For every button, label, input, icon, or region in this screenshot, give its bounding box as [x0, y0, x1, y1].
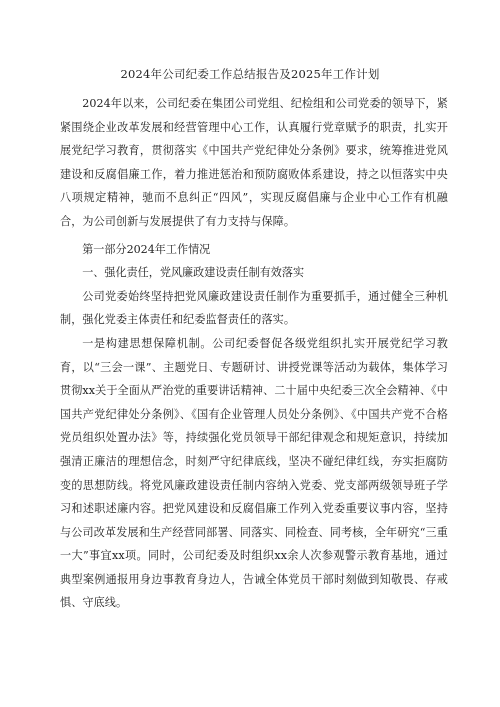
mechanism-paragraph: 一是构建思想保障机制。公司纪委督促各级党组织扎实开展党纪学习教育，以“三会一课”、主题党日、专题研讨、讲授党课等活动为载体，集体学习贯彻xx关于全面从严治党的重要讲话精神、二十届中央纪委三次全会精神、《中国共产党纪律处分条例》、《国有企业管理人员处分条例》、《中国共产党不合格党员组织处置办法》等，持续强化党员领导干部纪律观念和规矩意识，持续加强清正廉洁的理想信念，时刻严守纪律底线，坚决不碰纪律红线，夯实拒腐防变的思想防线。将党风廉政建设责任制内容纳入党委、党支部两级领导班子学习和述职述廉内容。把党风建设和反腐倡廉工作列入党委重要议事内容，坚持与公司改革发展和生产经营同部署、同落实、同检查、同考核，全年研究“三重一大”事宜xx项。同时，公司纪委及时组织xx余人次参观警示教育基地，通过典型案例通报用身边事教育身边人，告诫全体党员干部时刻做到知敬畏、存戒惧、守底线。: [60, 336, 448, 610]
section-heading: 一、强化责任，党风廉政建设责任制有效落实: [82, 266, 305, 280]
document-body: [60, 92, 448, 615]
part-heading: 第一部分2024年工作情况: [82, 242, 211, 256]
intro-paragraph: 2024年以来，公司纪委在集团公司党组、纪检组和公司党委的领导下，紧紧围绕企业改革发展和经营管理中心工作，认真履行党章赋予的职责，扎实开展党纪学习教育，贯彻落实《中国共产党纪律处分条例》要求，统筹推进党风建设和反腐倡廉工作，着力推进惩治和预防腐败体系建设，持之以恒落实中央八项规定精神，驰而不息纠正“四风”，实现反腐倡廉与企业中心工作有机融合，为公司创新与发展提供了有力支持与保障。: [60, 97, 448, 228]
document-title: 2024年公司纪委工作总结报告及2025年工作计划: [120, 67, 380, 81]
section-intro-paragraph: 公司党委始终坚持把党风廉政建设责任制作为重要抓手，通过健全三种机制，强化党委主体责任和纪委监督责任的落实。: [60, 289, 448, 327]
